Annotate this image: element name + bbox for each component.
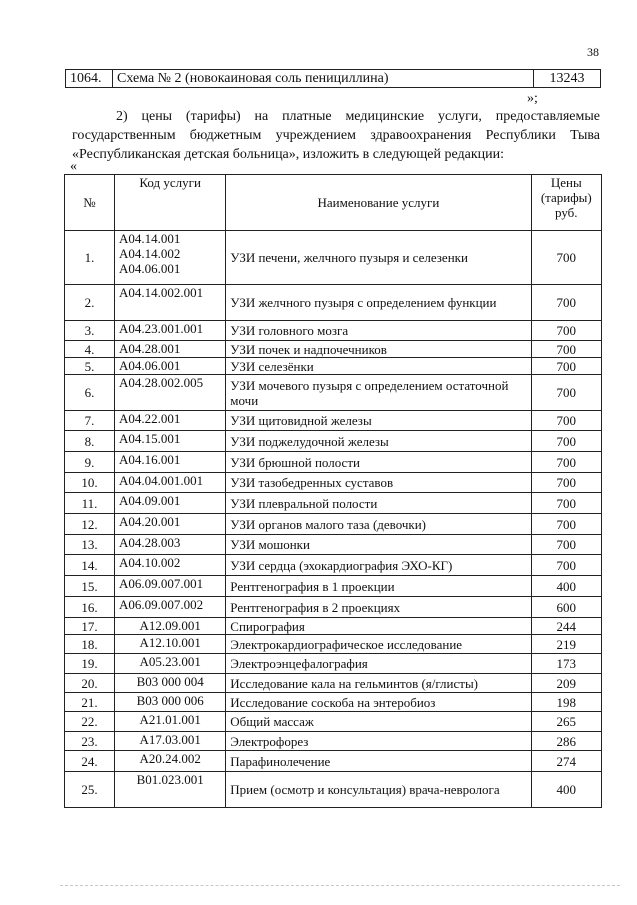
row-code: [115, 473, 226, 493]
table-row: [65, 693, 602, 712]
row-service-name: УЗИ органов малого таза (девочки): [226, 514, 531, 535]
table-row: [65, 618, 602, 635]
row-code: [115, 693, 226, 712]
service-code: A04.15.001: [119, 431, 181, 446]
service-code: A04.14.002: [119, 246, 181, 261]
page-number: 38: [587, 45, 599, 59]
row-code: [115, 712, 226, 732]
row-code: [115, 375, 226, 411]
row-price: 209: [531, 674, 601, 693]
row-service-name: УЗИ сердца (эхокардиография ЭХО-КГ): [226, 555, 531, 576]
header-number: №: [65, 175, 115, 231]
row-number: 4.: [65, 341, 115, 358]
service-code: A17.03.001: [139, 732, 201, 747]
table-row: [65, 535, 602, 555]
closing-quote: »;: [527, 91, 538, 106]
service-code: A04.20.001: [119, 514, 181, 529]
table-row: [65, 732, 602, 751]
row-number: 12.: [65, 514, 115, 535]
row-service-name: Общий массаж: [226, 712, 531, 732]
row-price: 700: [531, 514, 601, 535]
service-code: A05.23.001: [139, 654, 201, 669]
row-price: 700: [531, 341, 601, 358]
table-row: [65, 431, 602, 452]
service-code: A04.14.001: [119, 231, 181, 246]
service-code: A06.09.007.002: [119, 597, 204, 612]
row-code: [115, 452, 226, 473]
row-number: 11.: [65, 493, 115, 514]
header-code: Код услуги: [115, 175, 226, 231]
row-number: 21.: [65, 693, 115, 712]
service-code: A04.28.003: [119, 535, 181, 550]
row-price: 400: [531, 772, 601, 808]
prev-row-name: Схема № 2 (новокаиновая соль пенициллина): [113, 70, 534, 88]
header-price: Цены (тарифы) руб.: [531, 175, 601, 231]
row-service-name: Электрофорез: [226, 732, 531, 751]
row-service-name: УЗИ тазобедренных суставов: [226, 473, 531, 493]
row-code: [115, 654, 226, 674]
amendment-paragraph: 2) цены (тарифы) на платные медицинские услуги, предоставляемые государственным бюджетным учреждением здравоохранения Республики Тыва «Республиканская детская больница», изложить в следующей редакции:: [72, 109, 600, 162]
row-number: 7.: [65, 411, 115, 431]
row-price: 400: [531, 576, 601, 597]
table-row: [65, 514, 602, 535]
row-price: 286: [531, 732, 601, 751]
service-code: A04.04.001.001: [119, 473, 204, 488]
table-row: [65, 473, 602, 493]
service-code: A12.10.001: [139, 635, 201, 650]
table-row: [65, 375, 602, 411]
row-service-name: УЗИ селезёнки: [226, 358, 531, 375]
row-code: [115, 772, 226, 808]
row-code: [115, 751, 226, 772]
row-price: 700: [531, 431, 601, 452]
row-number: 3.: [65, 321, 115, 341]
service-code: A04.23.001.001: [119, 321, 204, 336]
row-price: 600: [531, 597, 601, 618]
row-code: [115, 597, 226, 618]
row-number: 16.: [65, 597, 115, 618]
opening-quote: «: [70, 159, 77, 174]
row-price: 700: [531, 535, 601, 555]
row-service-name: Спирография: [226, 618, 531, 635]
table-row: [65, 597, 602, 618]
row-service-name: УЗИ плевральной полости: [226, 493, 531, 514]
row-number: 18.: [65, 635, 115, 654]
row-number: 15.: [65, 576, 115, 597]
row-number: 5.: [65, 358, 115, 375]
page-bottom-edge: [60, 885, 620, 886]
price-table-body: [65, 231, 602, 808]
row-number: 20.: [65, 674, 115, 693]
table-row: [65, 712, 602, 732]
service-code: A04.28.002.005: [119, 375, 204, 390]
row-price: 700: [531, 231, 601, 285]
table-row: [65, 452, 602, 473]
row-number: 25.: [65, 772, 115, 808]
row-service-name: УЗИ мочевого пузыря с определением остаточной мочи: [226, 375, 531, 411]
table-row: [65, 411, 602, 431]
row-code: [115, 285, 226, 321]
row-price: 265: [531, 712, 601, 732]
row-code: [115, 358, 226, 375]
service-code: A04.22.001: [119, 411, 181, 426]
row-service-name: Рентгенография в 2 проекциях: [226, 597, 531, 618]
row-service-name: УЗИ поджелудочной железы: [226, 431, 531, 452]
table-row: [65, 654, 602, 674]
row-number: 1.: [65, 231, 115, 285]
row-number: 17.: [65, 618, 115, 635]
row-service-name: Парафинолечение: [226, 751, 531, 772]
row-price: 244: [531, 618, 601, 635]
service-code: A04.28.001: [119, 341, 181, 356]
row-code: [115, 321, 226, 341]
service-code: A04.14.002.001: [119, 285, 204, 300]
service-code: A04.06.001: [119, 358, 181, 373]
table-row: [65, 493, 602, 514]
service-code: A04.10.002: [119, 555, 181, 570]
row-code: [115, 493, 226, 514]
row-price: 700: [531, 285, 601, 321]
row-code: [115, 674, 226, 693]
row-code: [115, 576, 226, 597]
row-number: 2.: [65, 285, 115, 321]
table-row: [65, 635, 602, 654]
table-row: [65, 674, 602, 693]
row-number: 22.: [65, 712, 115, 732]
row-code: [115, 618, 226, 635]
table-header-row: [65, 175, 602, 231]
row-code: [115, 514, 226, 535]
service-code: B01.023.001: [136, 772, 204, 787]
row-code: [115, 535, 226, 555]
row-price: 700: [531, 493, 601, 514]
row-number: 19.: [65, 654, 115, 674]
row-number: 8.: [65, 431, 115, 452]
table-row: [65, 751, 602, 772]
service-code: A04.16.001: [119, 452, 181, 467]
row-service-name: Рентгенография в 1 проекции: [226, 576, 531, 597]
table-row: [65, 358, 602, 375]
prev-row-number: 1064.: [66, 70, 113, 88]
row-code: [115, 411, 226, 431]
row-code: [115, 732, 226, 751]
row-service-name: Прием (осмотр и консультация) врача-невролога: [226, 772, 531, 808]
row-number: 14.: [65, 555, 115, 576]
prev-row-value: 13243: [534, 70, 601, 88]
service-code: A12.09.001: [139, 618, 201, 633]
row-number: 10.: [65, 473, 115, 493]
row-service-name: Исследование соскоба на энтеробиоз: [226, 693, 531, 712]
row-number: 23.: [65, 732, 115, 751]
table-row: [65, 321, 602, 341]
row-number: 13.: [65, 535, 115, 555]
service-code: A20.24.002: [139, 751, 201, 766]
row-number: 6.: [65, 375, 115, 411]
row-price: 700: [531, 555, 601, 576]
row-price: 700: [531, 411, 601, 431]
service-code: A04.06.001: [119, 261, 181, 276]
row-service-name: УЗИ головного мозга: [226, 321, 531, 341]
price-table: [64, 174, 602, 808]
row-number: 24.: [65, 751, 115, 772]
previous-table-fragment: [65, 69, 601, 88]
row-service-name: УЗИ щитовидной железы: [226, 411, 531, 431]
row-code: [115, 635, 226, 654]
row-code: [115, 431, 226, 452]
row-price: 700: [531, 473, 601, 493]
table-row: [65, 772, 602, 808]
row-service-name: Электроэнцефалография: [226, 654, 531, 674]
row-service-name: Исследование кала на гельминтов (я/глисты): [226, 674, 531, 693]
row-service-name: УЗИ желчного пузыря с определением функции: [226, 285, 531, 321]
table-row: [65, 285, 602, 321]
row-price: 700: [531, 452, 601, 473]
header-name: Наименование услуги: [226, 175, 531, 231]
row-service-name: УЗИ мошонки: [226, 535, 531, 555]
row-service-name: УЗИ печени, желчного пузыря и селезенки: [226, 231, 531, 285]
service-code: A21.01.001: [139, 712, 201, 727]
table-row: [65, 555, 602, 576]
row-price: 219: [531, 635, 601, 654]
service-code: A04.09.001: [119, 493, 181, 508]
table-row: [65, 231, 602, 285]
table-row: [65, 576, 602, 597]
table-row: [65, 341, 602, 358]
row-service-name: УЗИ брюшной полости: [226, 452, 531, 473]
row-price: 700: [531, 358, 601, 375]
row-code: [115, 231, 226, 285]
service-code: B03 000 004: [136, 674, 204, 689]
row-code: [115, 555, 226, 576]
row-price: 700: [531, 375, 601, 411]
row-price: 173: [531, 654, 601, 674]
row-price: 198: [531, 693, 601, 712]
row-number: 9.: [65, 452, 115, 473]
service-code: B03 000 006: [136, 693, 204, 708]
row-price: 274: [531, 751, 601, 772]
row-code: [115, 341, 226, 358]
row-service-name: Электрокардиографическое исследование: [226, 635, 531, 654]
row-price: 700: [531, 321, 601, 341]
row-service-name: УЗИ почек и надпочечников: [226, 341, 531, 358]
service-code: A06.09.007.001: [119, 576, 204, 591]
table-row: [66, 70, 601, 88]
